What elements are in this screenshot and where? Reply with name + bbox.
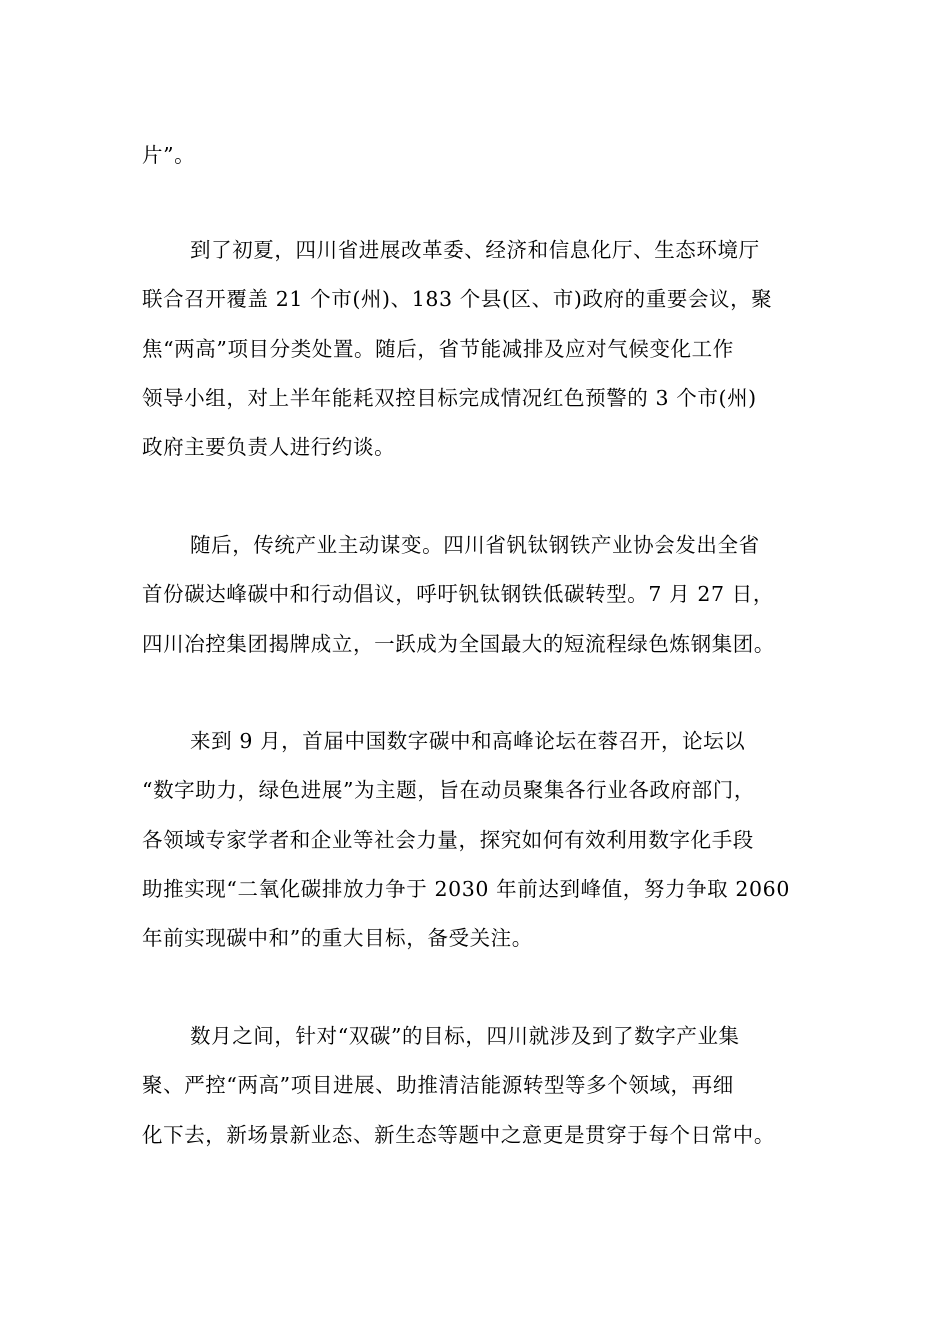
paragraph-5-line-1: 数月之间，针对“双碳”的目标，四川就涉及到了数字产业集 bbox=[190, 1024, 740, 1048]
paragraph-5-line-2: 聚、严控“两高”项目进展、助推清洁能源转型等多个领域，再细 bbox=[142, 1073, 734, 1097]
paragraph-4-line-1: 来到 9 月，首届中国数字碳中和高峰论坛在蓉召开，论坛以 bbox=[190, 729, 746, 753]
paragraph-2-line-2: 联合召开覆盖 21 个市(州)、183 个县(区、市)政府的重要会议，聚 bbox=[142, 287, 773, 311]
paragraph-2-line-3: 焦“两高”项目分类处置。随后，省节能减排及应对气候变化工作 bbox=[142, 337, 734, 361]
paragraph-3-line-1: 随后，传统产业主动谋变。四川省钒钛钢铁产业协会发出全省 bbox=[190, 533, 760, 557]
paragraph-3-line-3: 四川冶控集团揭牌成立，一跃成为全国最大的短流程绿色炼钢集团。 bbox=[142, 632, 775, 656]
paragraph-1-line-1: 片”。 bbox=[142, 143, 196, 167]
paragraph-4-line-4: 助推实现“二氧化碳排放力争于 2030 年前达到峰值，努力争取 2060 bbox=[142, 877, 790, 901]
paragraph-5-line-3: 化下去，新场景新业态、新生态等题中之意更是贯穿于每个日常中。 bbox=[142, 1123, 775, 1147]
paragraph-4-line-2: “数字助力，绿色进展”为主题，旨在动员聚集各行业各政府部门， bbox=[142, 778, 755, 802]
paragraph-2-line-5: 政府主要负责人进行约谈。 bbox=[142, 435, 396, 459]
paragraph-2-line-1: 到了初夏，四川省进展改革委、经济和信息化厅、生态环境厅 bbox=[190, 238, 760, 262]
paragraph-2-line-4: 领导小组，对上半年能耗双控目标完成情况红色预警的 3 个市(州) bbox=[142, 386, 757, 410]
paragraph-4-line-5: 年前实现碳中和”的重大目标，备受关注。 bbox=[142, 926, 533, 950]
paragraph-4-line-3: 各领域专家学者和企业等社会力量，探究如何有效利用数字化手段 bbox=[142, 828, 754, 852]
paragraph-3-line-2: 首份碳达峰碳中和行动倡议，呼吁钒钛钢铁低碳转型。7 月 27 日， bbox=[142, 582, 774, 606]
